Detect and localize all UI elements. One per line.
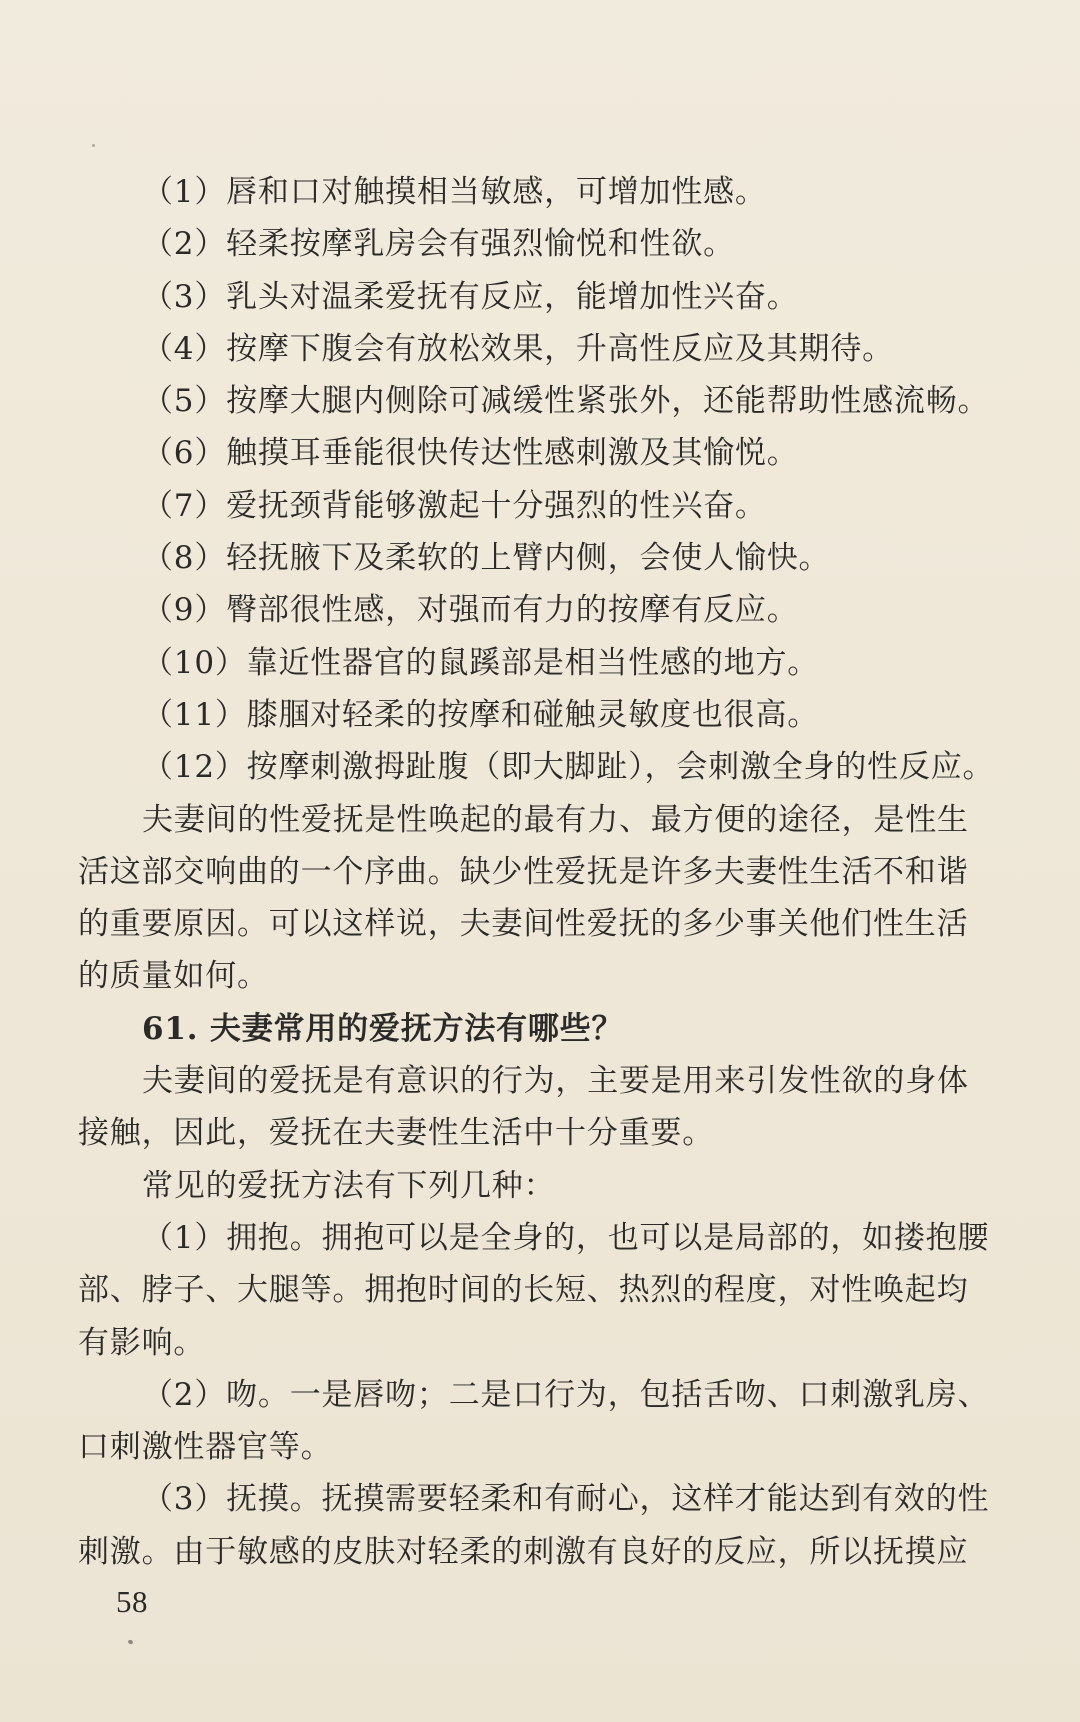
paragraph-line: 夫妻间的爱抚是有意识的行为，主要是用来引发性欲的身体 — [142, 1063, 969, 1100]
list-item-6: （6）触摸耳垂能很快传达性感刺激及其愉悦。 — [142, 435, 799, 472]
paragraph-line: 的重要原因。可以这样说，夫妻间性爱抚的多少事关他们性生活 — [78, 906, 969, 943]
list-item-3: （3）乳头对温柔爱抚有反应，能增加性兴奋。 — [142, 278, 799, 315]
list-item-9: （9）臀部很性感，对强而有力的按摩有反应。 — [142, 592, 799, 629]
method-item-3: （3）抚摸。抚摸需要轻柔和有耐心，这样才能达到有效的性 — [142, 1481, 990, 1518]
page-number: 58 — [116, 1584, 148, 1619]
list-item-4: （4）按摩下腹会有放松效果，升高性反应及其期待。 — [142, 330, 894, 367]
list-item-2: （2）轻柔按摩乳房会有强烈愉悦和性欲。 — [142, 226, 735, 263]
method-item-2-continuation: 口刺激性器官等。 — [78, 1429, 333, 1466]
list-item-11: （11）膝腘对轻柔的按摩和碰触灵敏度也很高。 — [142, 696, 820, 733]
list-item-10: （10）靠近性器官的鼠蹊部是相当性感的地方。 — [142, 644, 820, 681]
page-speck-top — [92, 144, 95, 147]
paragraph-line: 夫妻间的性爱抚是性唤起的最有力、最方便的途径，是性生 — [142, 801, 969, 838]
method-item-1: （1）拥抱。拥抱可以是全身的，也可以是局部的，如搂抱腰 — [142, 1219, 990, 1256]
page-speck-bottom — [127, 1639, 133, 1645]
list-item-7: （7）爱抚颈背能够激起十分强烈的性兴奋。 — [142, 487, 767, 524]
method-item-1-continuation: 有影响。 — [78, 1324, 206, 1361]
list-item-5: （5）按摩大腿内侧除可减缓性紧张外，还能帮助性感流畅。 — [142, 383, 990, 420]
paragraph-line: 活这部交响曲的一个序曲。缺少性爱抚是许多夫妻性生活不和谐 — [78, 853, 969, 890]
method-item-1-continuation: 部、脖子、大腿等。拥抱时间的长短、热烈的程度，对性唤起均 — [78, 1272, 969, 1309]
page-body — [78, 166, 1010, 1578]
method-item-2: （2）吻。一是唇吻；二是口行为，包括舌吻、口刺激乳房、 — [142, 1376, 990, 1413]
list-item-8: （8）轻抚腋下及柔软的上臂内侧，会使人愉快。 — [142, 540, 831, 577]
method-item-3-continuation: 刺激。由于敏感的皮肤对轻柔的刺激有良好的反应，所以抚摸应 — [78, 1533, 969, 1570]
section-heading: 61. 夫妻常用的爱抚方法有哪些？ — [142, 1010, 624, 1047]
paragraph-line: 的质量如何。 — [78, 958, 269, 995]
list-item-1: （1）唇和口对触摸相当敏感，可增加性感。 — [142, 174, 767, 210]
paragraph-line: 常见的爱抚方法有下列几种： — [142, 1167, 556, 1204]
list-item-12: （12）按摩刺激拇趾腹（即大脚趾），会刺激全身的性反应。 — [142, 749, 995, 786]
paragraph-line: 接触，因此，爱抚在夫妻性生活中十分重要。 — [78, 1115, 714, 1152]
